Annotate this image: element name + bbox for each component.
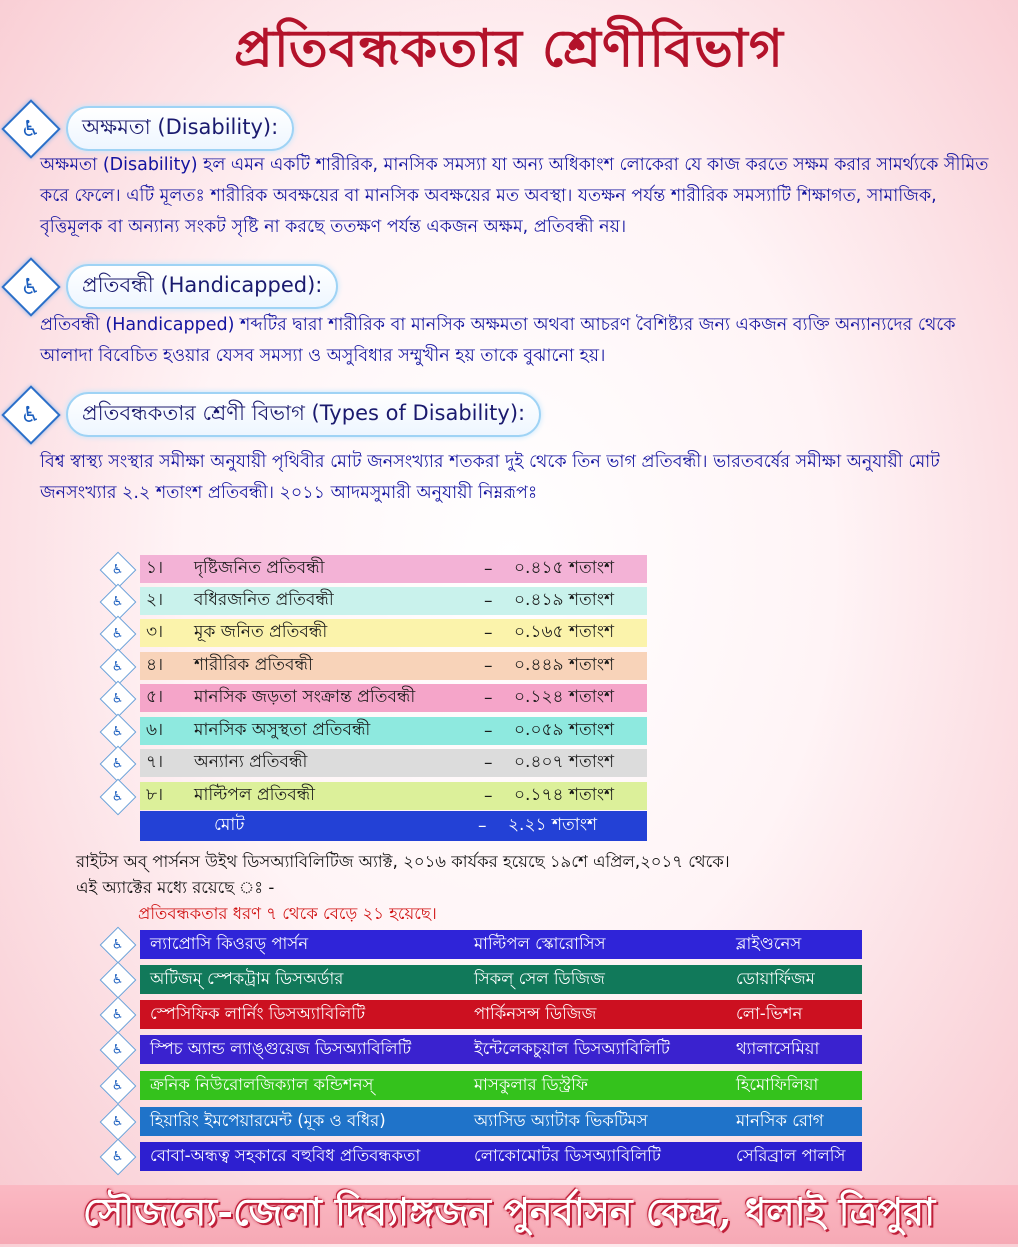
section-handicapped-heading — [10, 264, 338, 309]
type-row — [140, 1071, 862, 1100]
stat-number: ২। — [146, 590, 164, 610]
stat-value: ০.০৫৯ শতাংশ — [514, 720, 615, 740]
section-disability-text: অক্ষমতা (Disability) হল এমন একটি শারীরিক, মানসিক সমস্যা যা অন্য অধিকাংশ লোকেরা যে কাজ করতে সক্ষম করার সামর্থ্যকে সীমিত করে ফেলে। এটি মূলতঃ শারীরিক অবক্ষয়ের বা মানসিক অবক্ষয়ের মত অবস্থা। যতক্ষন পর্যন্ত শারীরিক সমস্যাটি শিক্ষাগত, সামাজিক, বৃত্তিমূলক বা অন্যান্য সংকট সৃষ্টি না করছে ততক্ষণ পর্যন্ত একজন অক্ষম, প্রতিবন্ধী নয়। — [40, 155, 989, 237]
type-cell: মাসকুলার ডিস্ট্রফি — [474, 1075, 588, 1094]
wheelchair-icon: ♿ — [100, 927, 137, 964]
stat-dash: – — [484, 688, 493, 708]
stat-value: ০.১৬৫ শতাংশ — [514, 622, 615, 642]
total-value: ২.২১ শতাংশ — [508, 815, 598, 835]
stat-value: ০.৪১৫ শতাংশ — [514, 558, 615, 578]
total-label: মোট — [214, 815, 245, 835]
wheelchair-icon: ♿ — [1, 385, 60, 444]
section-types-heading — [10, 392, 541, 437]
type-cell: লো-ভিশন — [736, 1004, 803, 1023]
type-cell: ব্লাইণ্ডনেস — [736, 934, 802, 953]
wheelchair-icon: ♿ — [1, 257, 60, 316]
wheelchair-icon: ♿ — [100, 1104, 137, 1141]
type-row — [140, 930, 862, 959]
footer-banner — [0, 1185, 1018, 1244]
wheelchair-icon: ♿ — [100, 714, 137, 751]
stat-number: ৮। — [146, 785, 164, 805]
type-row — [140, 965, 862, 994]
stat-dash: – — [484, 656, 493, 676]
act-subnote: প্রতিবন্ধকতার ধরণ ৭ থেকে বেড়ে ২১ হয়েছে। — [138, 904, 437, 923]
type-cell: সেরিব্রাল পালসি — [736, 1146, 846, 1165]
type-cell: স্পিচ অ্যান্ড ল্যাঙ্গুয়েজ ডিসঅ্যাবিলিটি — [150, 1039, 412, 1058]
stat-number: ৪। — [146, 655, 164, 675]
type-cell: ক্রনিক নিউরোলজিক্যাল কন্ডিশনস্ — [150, 1075, 374, 1094]
wheelchair-icon: ♿ — [100, 746, 137, 783]
stat-value: ০.৪০৭ শতাংশ — [514, 752, 615, 772]
stat-label: বধিরজনিত প্রতিবন্ধী — [194, 590, 334, 610]
section-disability-heading — [10, 106, 294, 151]
stat-row — [140, 619, 647, 647]
section-heading-pill: প্রতিবন্ধকতার শ্রেণী বিভাগ (Types of Disability): — [66, 392, 541, 437]
type-cell: ল্যাপ্রোসি কিওরড্ পার্সন — [150, 934, 309, 953]
section-handicapped-text: প্রতিবন্ধী (Handicapped) শব্দটির দ্বারা শারীরিক বা মানসিক অক্ষমতা অথবা আচরণ বৈশিষ্ট্যর জন্য একজন ব্যক্তি অন্যান্যদের থেকে আলাদা বিবেচিত হওয়ার যেসব সমস্যা ও অসুবিধার সম্মুখীন হয় তাকে বুঝানো হয়। — [40, 315, 956, 366]
stat-number: ৫। — [146, 687, 164, 707]
stat-label: মানসিক জড়তা সংক্রান্ত প্রতিবন্ধী — [194, 687, 416, 707]
wheelchair-icon: ♿ — [100, 962, 137, 999]
wheelchair-icon: ♿ — [1, 99, 60, 158]
type-cell: মাল্টিপল স্কোরোসিস — [474, 934, 606, 953]
type-row — [140, 1107, 862, 1136]
stat-row — [140, 684, 647, 712]
stat-row — [140, 555, 647, 583]
type-cell: সিকল্ সেল ডিজিজ — [474, 969, 605, 988]
type-cell: হিয়ারিং ইমপেয়ারমেন্ট (মূক ও বধির) — [150, 1111, 386, 1130]
stat-label: দৃষ্টিজনিত প্রতিবন্ধী — [194, 558, 325, 578]
section-types-text: বিশ্ব স্বাস্থ্য সংস্থার সমীক্ষা অনুযায়ী পৃথিবীর মোট জনসংখ্যার শতকরা দুই থেকে তিন ভাগ প্রতিবন্ধী। ভারতবর্ষের সমীক্ষা অনুযায়ী মোট জনসংখ্যার ২.২ শতাংশ প্রতিবন্ধী। ২০১১ আদমসুমারী অনুযায়ী নিম্নরূপঃ — [40, 452, 940, 503]
stat-label: মূক জনিত প্রতিবন্ধী — [194, 622, 328, 642]
wheelchair-icon: ♿ — [100, 584, 137, 621]
footer-text: সৌজন্যে-জেলা দিব্যাঙ্গজন পুনর্বাসন কেন্দ্র, ধলাই ত্রিপুরা — [82, 1188, 936, 1234]
type-row — [140, 1000, 862, 1029]
stat-dash: – — [484, 786, 493, 806]
stat-label: শারীরিক প্রতিবন্ধী — [194, 655, 313, 675]
total-dash: – — [478, 816, 487, 836]
stat-total-row — [140, 811, 647, 841]
type-cell: ডোয়ার্ফিজম — [736, 969, 815, 988]
stat-number: ৬। — [146, 720, 164, 740]
type-cell: লোকোমোটর ডিসঅ্যাবিলিটি — [474, 1146, 661, 1165]
stat-row — [140, 652, 647, 680]
stat-dash: – — [484, 721, 493, 741]
type-cell: পার্কিনসন্স ডিজিজ — [474, 1004, 597, 1023]
act-note-2: এই অ্যাক্টের মধ্যে রয়েছে ঃ - — [76, 878, 275, 897]
wheelchair-icon: ♿ — [100, 779, 137, 816]
stat-value: ০.৪১৯ শতাংশ — [514, 590, 615, 610]
wheelchair-icon: ♿ — [100, 997, 137, 1034]
stat-number: ৩। — [146, 622, 164, 642]
stat-dash: – — [484, 591, 493, 611]
stat-row — [140, 587, 647, 615]
type-cell: স্পেসিফিক লার্নিং ডিসঅ্যাবিলিটি — [150, 1004, 366, 1023]
section-heading-pill: অক্ষমতা (Disability): — [66, 106, 294, 151]
stat-row — [140, 717, 647, 745]
type-row — [140, 1142, 862, 1171]
stat-value: ০.১৭৪ শতাংশ — [514, 785, 615, 805]
wheelchair-icon: ♿ — [100, 552, 137, 589]
type-row — [140, 1035, 862, 1064]
stat-value: ০.১২৪ শতাংশ — [514, 687, 615, 707]
page-title: প্রতিবন্ধকতার শ্রেণীবিভাগ — [234, 18, 784, 79]
wheelchair-icon: ♿ — [100, 1032, 137, 1069]
stat-number: ১। — [146, 558, 164, 578]
stat-dash: – — [484, 623, 493, 643]
act-note: রাইটস অব্ পার্সনস উইথ ডিসঅ্যাবিলিটিজ অ্যাক্ট, ২০১৬ কার্যকর হয়েছে ১৯শে এপ্রিল,২০১৭ থেকে। — [76, 852, 730, 871]
stat-label: মাল্টিপল প্রতিবন্ধী — [194, 785, 316, 805]
stat-dash: – — [484, 559, 493, 579]
stat-value: ০.৪৪৯ শতাংশ — [514, 655, 615, 675]
type-cell: মানসিক রোগ — [736, 1111, 824, 1130]
type-cell: হিমোফিলিয়া — [736, 1075, 819, 1094]
section-heading-pill: প্রতিবন্ধী (Handicapped): — [66, 264, 338, 309]
wheelchair-icon: ♿ — [100, 681, 137, 718]
type-cell: অটিজম্ স্পেকট্রাম ডিসঅর্ডার — [150, 969, 344, 988]
type-cell: বোবা-অন্ধত্ব সহকারে বহুবিধ প্রতিবন্ধকতা — [150, 1146, 421, 1165]
stat-row — [140, 749, 647, 777]
wheelchair-icon: ♿ — [100, 616, 137, 653]
stat-label: মানসিক অসুস্থতা প্রতিবন্ধী — [194, 720, 371, 740]
stat-row — [140, 782, 647, 810]
wheelchair-icon: ♿ — [100, 649, 137, 686]
stat-dash: – — [484, 753, 493, 773]
stat-number: ৭। — [146, 752, 164, 772]
wheelchair-icon: ♿ — [100, 1139, 137, 1176]
stat-label: অন্যান্য প্রতিবন্ধী — [194, 752, 308, 772]
type-cell: অ্যাসিড অ্যাটাক ভিকটিমস — [474, 1111, 648, 1130]
wheelchair-icon: ♿ — [100, 1068, 137, 1105]
type-cell: ইন্টেলেকচুয়াল ডিসঅ্যাবিলিটি — [474, 1039, 670, 1058]
type-cell: থ্যালাসেমিয়া — [736, 1039, 820, 1058]
